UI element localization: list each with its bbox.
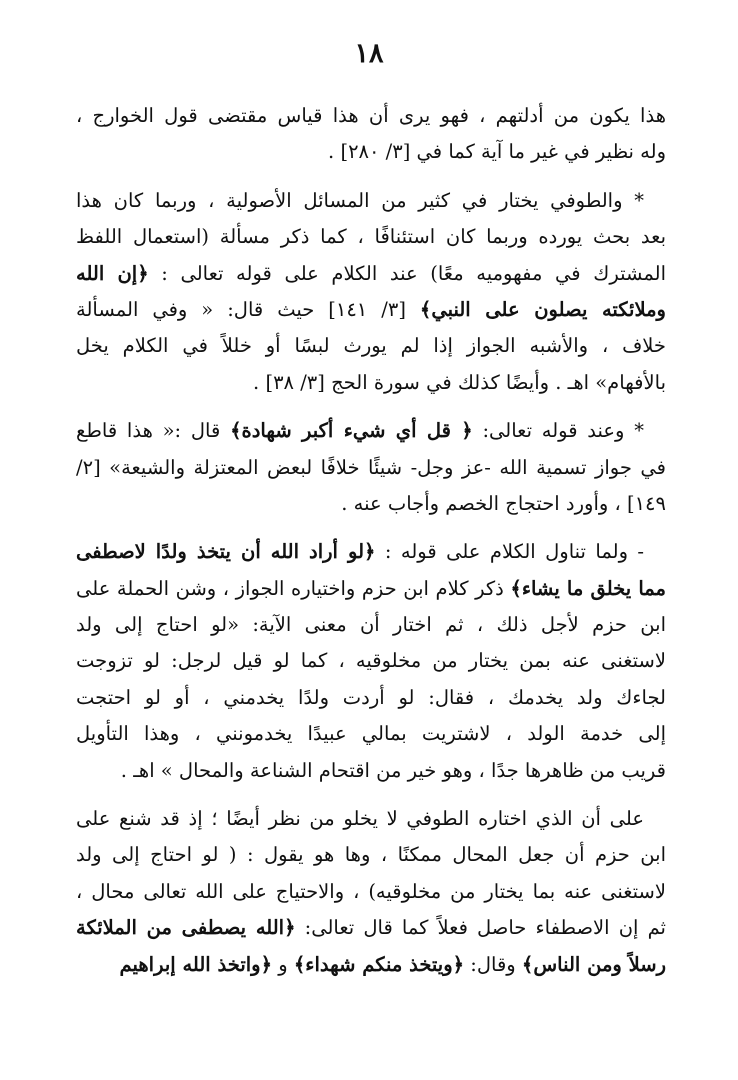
quran-quote: وملائكته يصلون على النبي﴾ [419,297,666,321]
text-run: هذا يكون من أدلتهم ، فهو يرى أن هذا قياس مقتضى قول الخوارج ، [76,104,666,127]
text-line [76,292,666,328]
text-line [76,98,666,134]
quran-quote: ﴿لو أراد الله أن يتخذ ولدًا لاصطفى [76,540,376,564]
text-line [76,134,666,170]
text-line [76,256,666,292]
text-run: على أن الذي اختاره الطوفي لا يخلو من نظر أيضًا ؛ إذ قد شنع على [76,807,644,831]
text-line [76,486,666,522]
text-line [76,219,666,255]
text-run: بعد بحث يورده وربما كان استئنافًا ، كما ذكر مسألة (استعمال اللفظ [76,225,666,249]
text-line [76,450,666,486]
text-line [76,183,666,219]
text-run: خلاف ، والأشبه الجواز إذا لم يورث لبسًا أو خللاً في الكلام يخل [76,334,666,358]
quran-quote: ﴿إن الله [76,261,149,285]
text-line [76,413,666,449]
quran-quote: مما يخلق ما يشاء﴾ [510,576,666,600]
text-line [76,874,666,910]
quran-quote: ﴿واتخذ الله إبراهيم [119,952,273,976]
quran-quote: ﴿الله يصطفى من الملائكة [76,916,296,940]
text-run: ابن حزم أن جعل المحال ممكنًا ، وها هو يقول : ( لو احتاج إلى ولد [76,843,666,867]
text-run: و [272,952,294,976]
text-line [76,607,666,643]
paragraph [76,534,666,789]
text-line [76,910,666,946]
text-line [76,571,666,607]
text-run: لجاءك ولد يخدمك ، فقال: لو أردت ولدًا يخدمني ، أو لو احتجت [76,685,666,709]
quran-quote: ﴿ويتخذ منكم شهداء﴾ [293,952,465,976]
text-line [76,947,666,983]
paragraph [76,413,666,522]
text-run: - ولما تناول الكلام على قوله : [375,540,644,564]
body-text [76,98,666,983]
text-line [76,365,666,401]
text-run: [٣/ ١٤١] حيث قال: « وفي المسألة [76,297,420,321]
text-run: * وعند قوله تعالى: [472,419,644,443]
text-line [76,753,666,789]
text-line [76,328,666,364]
text-run: وقال: [464,952,522,976]
text-line [76,837,666,873]
paragraph [76,801,666,983]
text-run: ذكر كلام ابن حزم واختياره الجواز ، وشن الحملة على [76,576,511,600]
text-line [76,680,666,716]
text-run: إلى خدمة الولد ، لاشتريت بمالي عبيدًا يخدمونني ، وهذا التأويل [76,722,666,746]
text-run: بالأفهام» اهـ . وأيضًا كذلك في سورة الحج [٣/ ٣٨] . [253,370,666,394]
paragraph [76,183,666,401]
text-line [76,801,666,837]
text-line [76,716,666,752]
text-run: المشترك في مفهوميه معًا) عند الكلام على قوله تعالى : [148,261,666,285]
text-run: ثم إن الاصطفاء حاصل فعلاً كما قال تعالى: [295,916,666,940]
quran-quote: رسلاً ومن الناس﴾ [521,952,666,976]
paragraph [76,98,666,171]
text-run: لاستغنى عنه بما يختار من مخلوقيه) ، والاحتياج على الله تعالى محال ، [76,879,666,903]
quran-quote: ﴿ قل أي شيء أكبر شهادة﴾ [230,419,473,443]
text-run: لاستغنى عنه بمن يختار من مخلوقيه ، كما لو قيل لرجل: لو تزوجت [76,649,666,673]
text-run: * والطوفي يختار في كثير من المسائل الأصولية ، وربما كان هذا [76,188,644,212]
text-line [76,534,666,570]
text-run: ١٤٩] ، وأورد احتجاج الخصم وأجاب عنه . [341,491,666,515]
page-number: ١٨ [354,38,384,69]
text-line [76,643,666,679]
text-run: قريب من ظاهرها جدًا ، وهو خير من اقتحام الشناعة والمحال » اهـ . [120,758,666,782]
text-run: قال :« هذا قاطع [76,419,231,443]
text-run: وله نظير في غير ما آية كما في [٣/ ٢٨٠] . [328,140,666,164]
text-run: ابن حزم لأجل ذلك ، ثم اختار أن معنى الآية: «لو احتاج إلى ولد [76,613,666,637]
text-run: في جواز تسمية الله -عز وجل- شيئًا خلافًا لبعض المعتزلة والشيعة» [٢/ [76,455,666,479]
